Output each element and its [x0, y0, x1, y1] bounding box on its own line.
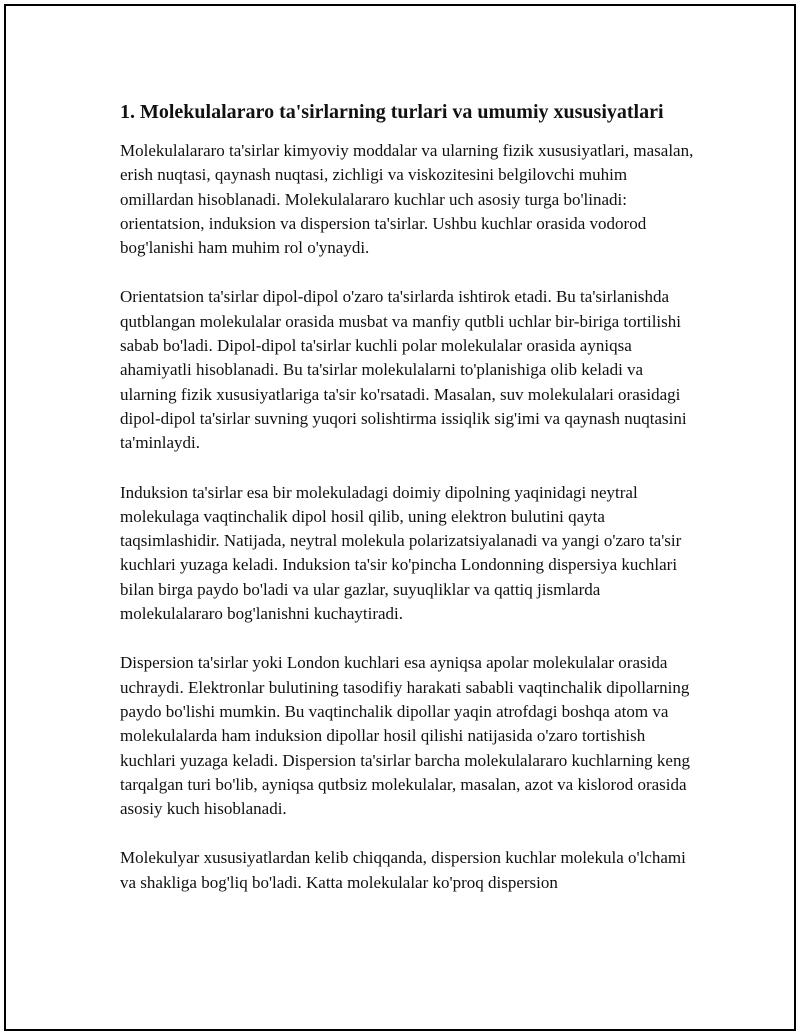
paragraph-dispersion: Dispersion ta'sirlar yoki London kuchlari esa ayniqsa apolar molekulalar orasida uchraydi. Elektronlar bulutining tasodifiy harakati sababli vaqtinchalik dipollarning paydo bo'lishi mumkin. Bu vaqtinchalik dipollar yaqin atrofdagi boshqa atom va molekulalarda ham induksion dipollar hosil qilishi natijasida o'zaro tortishish kuchlari yuzaga keladi. Dispersion ta'sirlar barcha molekulalararo kuchlarning keng tarqalgan turi bo'lib, ayniqsa qutbsiz molekulalar, masalan, azot va kislorod orasida asosiy kuch hisoblanadi.	[120, 653, 690, 819]
paragraph-orientation: Orientatsion ta'sirlar dipol-dipol o'zaro ta'sirlarda ishtirok etadi. Bu ta'sirlanishda qutblangan molekulalar orasida musbat va manfiy qutbli uchlar bir-biriga tortilishi sabab bo'ladi. Dipol-dipol ta'sirlar kuchli polar molekulalar orasida ayniqsa ahamiyatli hisoblanadi. Bu ta'sirlar molekulalarni to'planishiga olib keladi va ularning fizik xususiyatlariga ta'sir ko'rsatadi. Masalan, suv molekulalari orasidagi dipol-dipol ta'sirlar suvning yuqori solishtirma issiqlik sig'imi va qaynash nuqtasini ta'minlaydi.	[120, 287, 687, 453]
paragraph-intro: Molekulalararo ta'sirlar kimyoviy moddalar va ularning fizik xususiyatlari, masalan, erish nuqtasi, qaynash nuqtasi, zichligi va viskozitesini belgilovchi muhim omillardan hisoblanadi. Molekulalararo kuchlar uch asosiy turga bo'linadi: orientatsion, induksion va dispersion ta'sirlar. Ushbu kuchlar orasida vodorod bog'lanishi ham muhim rol o'ynaydi.	[120, 141, 694, 258]
section-title: 1. Molekulalararo ta'sirlarning turlari va umumiy xususiyatlari	[120, 101, 664, 123]
document-page	[4, 4, 796, 1031]
paragraph-molecular-properties: Molekulyar xususiyatlardan kelib chiqqanda, dispersion kuchlar molekula o'lchami va shakliga bog'liq bo'ladi. Katta molekulalar ko'proq dispersion	[120, 848, 686, 892]
paragraph-induction: Induksion ta'sirlar esa bir molekuladagi doimiy dipolning yaqinidagi neytral molekulaga vaqtinchalik dipol hosil qilib, uning elektron bulutini qayta taqsimlashidir. Natijada, neytral molekula polarizatsiyalanadi va yangi o'zaro ta'sir kuchlari yuzaga keladi. Induksion ta'sir ko'pincha Londonning dispersiya kuchlari bilan birga paydo bo'ladi va ular gazlar, suyuqliklar va qattiq jismlarda molekulalararo bog'lanishni kuchaytiradi.	[120, 482, 682, 624]
document-body	[120, 98, 700, 920]
